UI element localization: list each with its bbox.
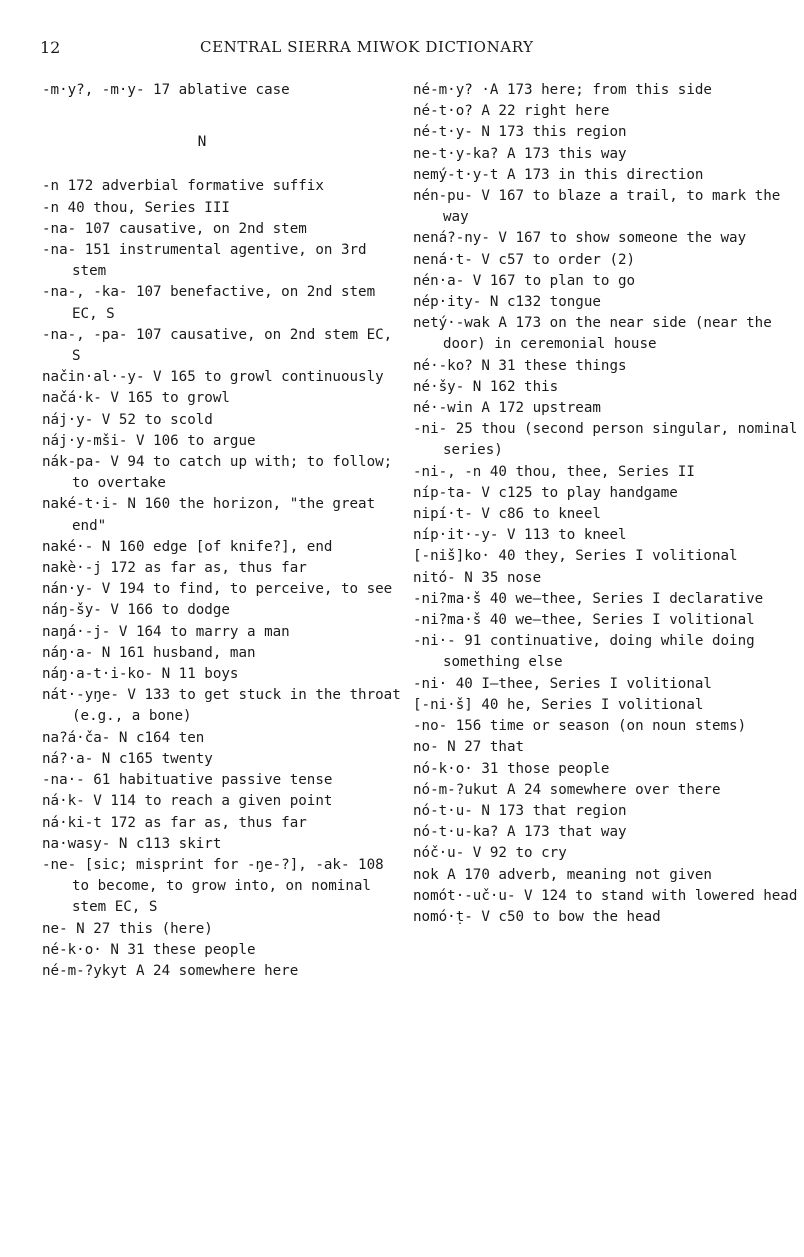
dictionary-entry: nomó·ṭ- V c50 to bow the head [413,908,661,925]
dictionary-entry: nemý-t·y-t A 173 in this direction [413,166,704,183]
dictionary-entry: -n 40 thou, Series III [42,199,230,216]
dictionary-entry: náŋ·a- N 161 husband, man [42,644,256,661]
dictionary-entry: naké·- N 160 edge [of knife?], end [42,538,333,555]
dictionary-entry: nakè·-j 172 as far as, thus far [42,560,307,577]
left-column [42,80,407,982]
dictionary-entry: [-ni·š] 40 he, Series I volitional [413,696,704,713]
section-letter-heading: N [197,134,207,151]
page-number: 12 [40,38,61,57]
dictionary-entry: nák-pa- V 94 to catch up with; to follow; to overtake [42,454,393,492]
dictionary-entry: níp·it·-y- V 113 to kneel [413,527,627,544]
dictionary-entry: -ne- [sic; misprint for -ŋe-?], -ak- 108 to become, to grow into, on nominal stem EC, S [42,856,384,916]
spacer [42,153,407,176]
entry-list-left [42,176,407,982]
dictionary-entry: nomót·-uč·u- V 124 to stand with lowered head [413,887,798,904]
dictionary-entry: -ni· 40 I—thee, Series I volitional [413,675,712,692]
dictionary-entry: ná·k- V 114 to reach a given point [42,793,333,810]
dictionary-entry: ná?·a- N c165 twenty [42,750,213,767]
spacer [42,101,407,132]
dictionary-entry: -m·y?, -m·y- 17 ablative case [42,82,290,98]
dictionary-entry: nóč·u- V 92 to cry [413,845,567,862]
dictionary-entry: nó-m-?ukut A 24 somewhere over there [413,781,721,798]
dictionary-entry: netý·-wak A 173 on the near side (near the door) in ceremonial house [413,315,772,353]
dictionary-entry: nó-t·u-ka? A 173 that way [413,824,627,841]
dictionary-entry: -na-, -ka- 107 benefactive, on 2nd stem EC, S [42,284,376,322]
dictionary-entry: -ni?ma·š 40 we—thee, Series I volitional [413,612,755,629]
dictionary-entry: nok A 170 adverb, meaning not given [413,866,712,883]
dictionary-entry: na?á·ča- N c164 ten [42,729,205,746]
running-title: CENTRAL SIERRA MIWOK DICTIONARY [200,38,534,56]
dictionary-entry: né-k·o· N 31 these people [42,941,256,958]
page-header [40,38,780,62]
dictionary-entry: način·al·-y- V 165 to growl continuously [42,369,384,386]
dictionary-entry: nitó- N 35 nose [413,569,542,586]
dictionary-entry: ná·ki-t 172 as far as, thus far [42,814,307,831]
dictionary-entry: nén·a- V 167 to plan to go [413,272,636,289]
dictionary-entry: né·šy- N 162 this [413,378,559,395]
dictionary-entry: náŋ·a-t·i-ko- N 11 boys [42,666,239,683]
dictionary-entry: né·-ko? N 31 these things [413,357,627,374]
dictionary-entry: -no- 156 time or season (on noun stems) [413,718,747,735]
dictionary-entry: naké-t·i- N 160 the horizon, "the great end" [42,496,376,534]
dictionary-entry: -na·- 61 habituative passive tense [42,772,333,789]
dictionary-entry: no- N 27 that [413,739,525,756]
dictionary-entry: nén-pu- V 167 to blaze a trail, to mark the way [413,188,781,226]
dictionary-entry: -ni- 25 thou (second person singular, nominal series) [413,421,798,459]
dictionary-entry: né-t·o? A 22 right here [413,103,610,120]
dictionary-entry: -na-, -pa- 107 causative, on 2nd stem EC, S [42,326,393,365]
dictionary-entry: né·-win A 172 upstream [413,400,601,417]
dictionary-entry: nó-k·o· 31 those people [413,760,610,777]
dictionary-entry: [-niš]ko· 40 they, Series I volitional [413,548,738,565]
dictionary-entry: naŋá·-j- V 164 to marry a man [42,623,290,640]
dictionary-entry: náj·y-mši- V 106 to argue [42,432,256,449]
dictionary-entry: nó-t·u- N 173 that region [413,802,627,819]
dictionary-entry: ne- N 27 this (here) [42,920,213,937]
dictionary-entry: -ni·- 91 continuative, doing while doing something else [413,633,755,671]
dictionary-entry: -n 172 adverbial formative suffix [42,178,324,195]
dictionary-entry: né-m·y? ·A 173 here; from this side [413,82,712,98]
dictionary-entry: načá·k- V 165 to growl [42,390,230,407]
dictionary-entry: -na- 107 causative, on 2nd stem [42,220,307,237]
right-column [413,80,798,928]
dictionary-entry: náj·y- V 52 to scold [42,411,213,428]
dictionary-entry: nát·-yŋe- V 133 to get stuck in the throat (e.g., a bone) [42,687,401,725]
entry-list-right [413,80,798,928]
dictionary-entry: nép·ity- N c132 tongue [413,294,601,311]
dictionary-entry: nená?-ny- V 167 to show someone the way [413,230,747,247]
dictionary-entry: né-t·y- N 173 this region [413,124,627,141]
dictionary-entry: náŋ-šy- V 166 to dodge [42,602,230,619]
dictionary-entry: -na- 151 instrumental agentive, on 3rd stem [42,242,367,280]
dictionary-entry: níp-ta- V c125 to play handgame [413,484,678,501]
dictionary-entry: nená·t- V c57 to order (2) [413,251,636,268]
dictionary-entry: -ni?ma·š 40 we—thee, Series I declarative [413,590,764,607]
dictionary-entry: né-m-?ykyt A 24 somewhere here [42,962,299,979]
dictionary-entry: nán·y- V 194 to find, to perceive, to see [42,581,393,598]
dictionary-entry: nipí·t- V c86 to kneel [413,506,601,523]
dictionary-entry: -ni-, -n 40 thou, thee, Series II [413,463,695,480]
dictionary-entry: na·wasy- N c113 skirt [42,835,222,852]
dictionary-entry: ne-t·y-ka? A 173 this way [413,145,627,162]
